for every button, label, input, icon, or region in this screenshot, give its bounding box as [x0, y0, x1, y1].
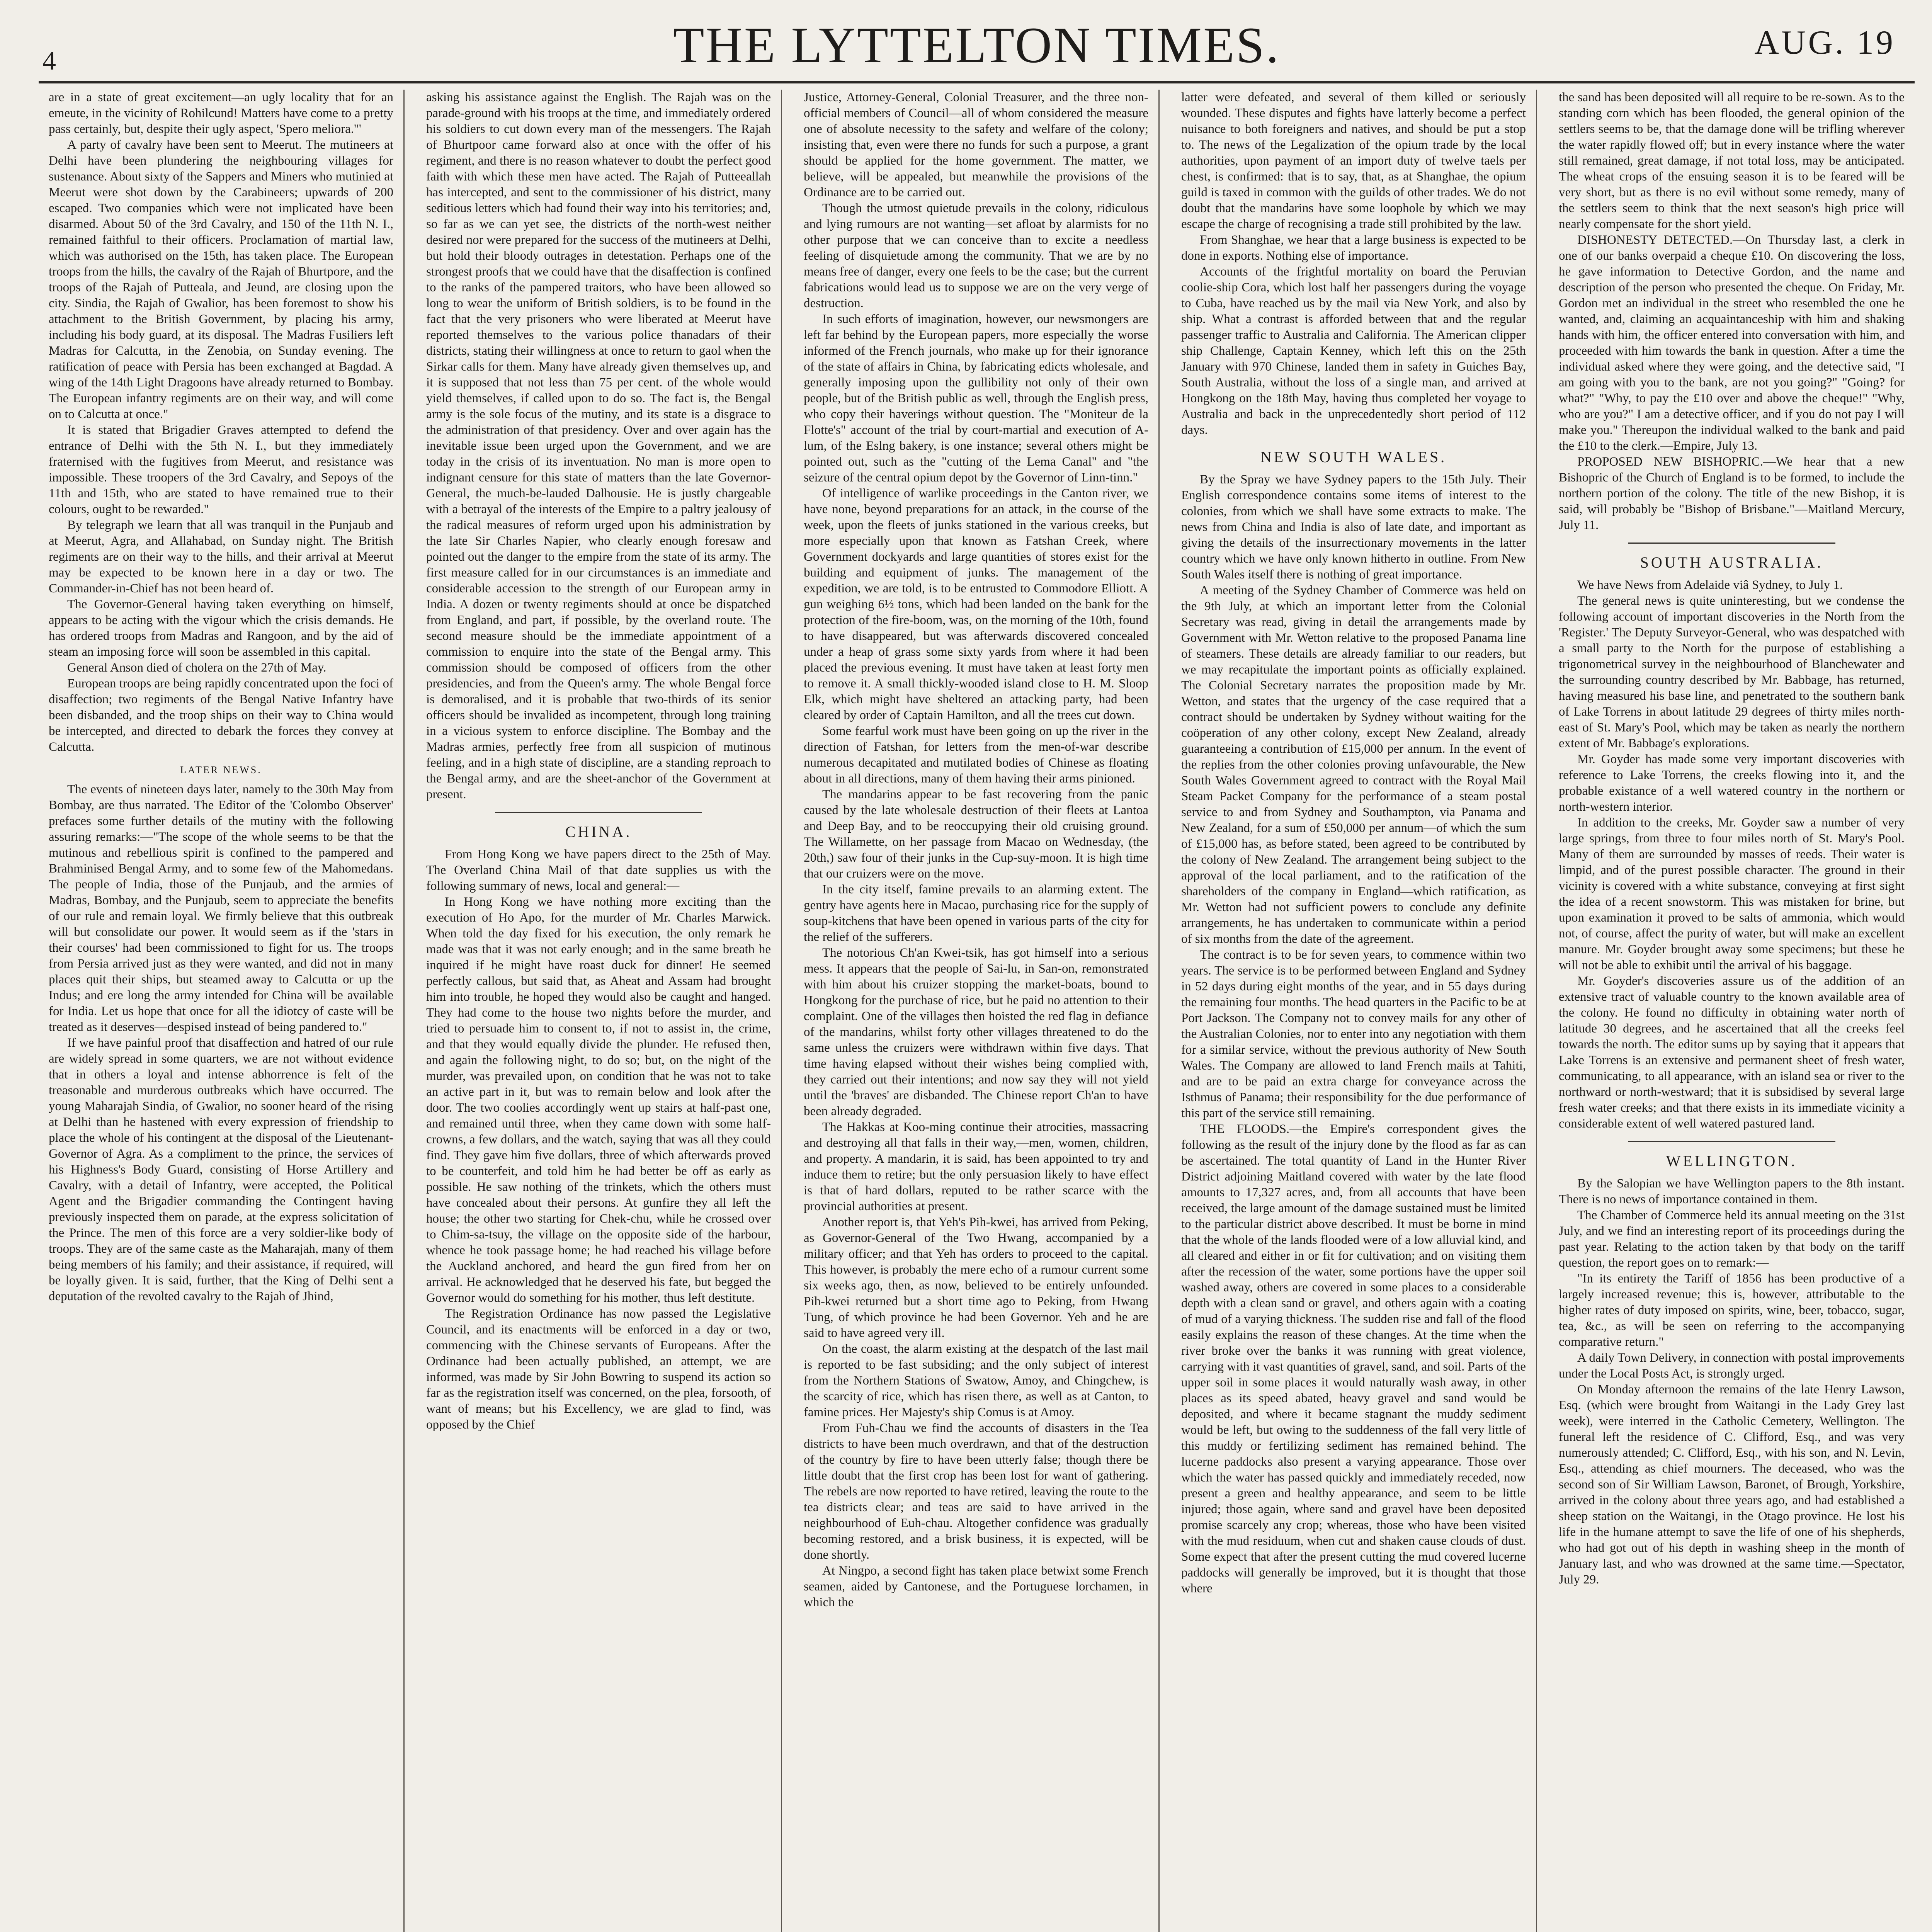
paragraph: DISHONESTY DETECTED.—On Thursday last, a clerk in one of our banks overpaid a cheque £10. On discovering the loss, he gave information to Detective Gordon, and the name and description of the person who presented the cheque. On Friday, Mr. Gordon met an individual in the street who resembled the one he wanted, and, claiming an acquaintanceship with him and shaking hands with him, the officer entered into conversation with him, and proceeded with him towards the bank in question. After a time the individual asked where they were going, and the detective said, "I am going with you to the bank, are not you going?" "Going? for what?" "Why, to pay the £10 over and above the cheque!" "Why, who are you?" I am a detective officer, and if you do not pay I will make you." Thereupon the individual walked to the bank and paid the £10 to the clerk.—Empire, July 13. [1559, 233, 1905, 453]
paragraph: From Shanghae, we hear that a large business is expected to be done in exports. Nothing else of importance. [1181, 233, 1526, 263]
masthead-rule [39, 81, 1915, 83]
paragraph: At Ningpo, a second fight has taken place betwixt some French seamen, aided by Cantonese, and the Portuguese lorchamen, in which the [804, 1564, 1148, 1609]
paragraph: The Hakkas at Koo-ming continue their atrocities, massacring and destroying all that falls in their way,—men, women, children, and property. A mandarin, it is said, has been appointed to try and induce them to retire; but the only persuasion likely to have effect is that of hard dollars, reputed to be rather scarce with the provincial authorities at present. [804, 1120, 1148, 1213]
paragraph: Justice, Attorney-General, Colonial Treasurer, and the three non-official members of Council—all of whom considered the measure one of absolute necessity to the safety and welfare of the colony; insisting that, even were there no funds for such a purpose, a grant should be applied for the home government. The matter, we believe, will be appealed, but meanwhile the provisions of the Ordinance are to be carried out. [804, 90, 1148, 199]
section-divider [1628, 543, 1835, 544]
section-heading-later-news: LATER NEWS. [180, 764, 262, 776]
paragraph: The general news is quite uninteresting, but we condense the following account of important discoveries in the North from the 'Register.' The Deputy Surveyor-General, who was despatched with a small party to the North for the purpose of establishing a trigonometrical survey in the neighbourhood of Blanchewater and the surrounding country described by Mr. Babbage, has returned, having measured his base line, and penetrated to the southern bank of Lake Torrens in about latitude 29 degrees of thirty miles north-east of St. Mary's Pool, which may be taken as nearly the northern extent of Mr. Babbage's explorations. [1559, 594, 1905, 750]
paragraph: European troops are being rapidly concentrated upon the foci of disaffection; two regiments of the Bengal Native Infantry have been disbanded, and the troop ships on their way to China would be intercepted, and directed to debark the forces they convey at Calcutta. [49, 677, 393, 754]
paragraph: We have News from Adelaide viâ Sydney, to July 1. [1577, 578, 1843, 592]
paragraph: PROPOSED NEW BISHOPRIC.—We hear that a new Bishopric of the Church of England is to be formed, to include the northern portion of the colony. The title of the new Bishop, it is said, will probably be "Bishop of Brisbane."—Maitland Mercury, July 11. [1559, 455, 1905, 532]
paragraph: A party of cavalry have been sent to Meerut. The mutineers at Delhi have been plundering the neighbouring villages for sustenance. About sixty of the Sappers and Miners who mutinied at Meerut were shot down by the Carabineers; upwards of 200 escaped. Two companies which were not implicated have been disarmed. About 50 of the 3rd Cavalry, and 150 of the 11th N. I., remained faithful to their officers. Proclamation of martial law, which was authorised on the 15th, has taken place. The European troops from the hills, the cavalry of the Rajah of Bhurtpore, and the troops of the Rajah of Putteala, and Jeund, are closing upon the city. Sindia, the Rajah of Gwalior, has been foremost to show his attachment to the British Government, by placing his army, including his body guard, at its disposal. The Madras Fusiliers left Madras for Calcutta, in the Zenobia, on Sunday evening. The ratification of peace with Persia has been exchanged at Bagdad. A wing of the 14th Light Dragoons have already returned to Bombay. The European infantry regiments are on their way, and will come on to Calcutta at once." [49, 138, 393, 421]
paragraph: latter were defeated, and several of them killed or seriously wounded. These disputes and fights have latterly become a perfect nuisance to both foreigners and natives, and should be put a stop to. The news of the Legalization of the opium trade by the local authorities, upon payment of an import duty of twelve taels per chest, is confirmed: that is to say, that, as at Shanghae, the opium guild is taxed in common with the guilds of other trades. We do not doubt that the mandarins have some loophole by which we may escape the charge of recognising a trade still prohibited by the law. [1181, 90, 1526, 231]
column-2 [416, 90, 782, 1932]
paragraph: By the Spray we have Sydney papers to the 15th July. Their English correspondence contains some items of interest to the colonies, from which we shall have some extracts to make. The news from China and India is also of late date, and important as giving the details of the insurrectionary movements in the latter country which we have only known hitherto in outline. From New South Wales itself there is nothing of great importance. [1181, 473, 1526, 582]
paragraph: Though the utmost quietude prevails in the colony, ridiculous and lying rumours are not wanting—set afloat by alarmists for no other purpose that we can conceive than to excite a needless feeling of disquietude among the community. That we are by no means free of danger, every one feels to be the case; but the current fabrications would lead us to suppose we are on the very verge of destruction. [804, 201, 1148, 310]
paragraph: It is stated that Brigadier Graves attempted to defend the entrance of Delhi with the 5th N. I., but they immediately fraternised with the fugitives from Meerut, and resistance was impossible. These troopers of the 3rd Cavalry, and Sepoys of the 11th and 15th, who are stated to have remained true to their colours, ought to be rewarded." [49, 423, 393, 516]
paragraph: the sand has been deposited will all require to be re-sown. As to the standing corn which has been flooded, the general opinion of the settlers seems to be, that the damage done will be trifling wherever the water rapidly flowed off; but in every instance where the water still remained, great damage, if not total loss, may be anticipated. The wheat crops of the ensuing season it is to be feared will be very short, but as there is no evil without some remedy, many of the settlers seem to think that the next season's high price will nearly compensate for the short yield. [1559, 90, 1905, 231]
paragraph: The contract is to be for seven years, to commence within two years. The service is to be performed between England and Sydney in 52 days during eight months of the year, and in 55 days during the remaining four months. The head quarters in the Pacific to be at Port Jackson. The Company not to convey mails for any other of the Australian Colonies, nor to enter into any negotiation with them for a similar service, without the previous authority of New South Wales. The Company are allowed to land French mails at Tahiti, and are to be paid an extra charge for conveyance across the Isthmus of Panama; their responsibility for the due performance of this part of the service still remaining. [1181, 948, 1526, 1120]
paragraph: Mr. Goyder has made some very important discoveries with reference to Lake Torrens, the creeks flowing into it, and the probable existance of a well watered country in the northern or north-western interior. [1559, 752, 1905, 814]
column-4 [1171, 90, 1537, 1932]
paragraph: Of intelligence of warlike proceedings in the Canton river, we have none, beyond preparations for an attack, in the course of the week, upon the fleets of junks stationed in the various creeks, but more especially upon that known as Fatshan Creek, where Government dockyards and large quantities of stores exist for the building and equipment of junks. The management of the expedition, we are told, is to be entrusted to Commodore Elliott. A gun weighing 6½ tons, which had been landed on the bank for the protection of the fire-boom, was, on the morning of the 10th, found to have disappeared, but was afterwards discovered concealed under a heap of grass some sixty yards from where it had been placed the previous evening. It must have taken at least forty men to remove it. A small thickly-wooded island close to H. M. Sloop Elk, which might have sheltered an attacking party, had been cleared by order of Captain Hamilton, and all the trees cut down. [804, 486, 1148, 722]
paragraph: From Fuh-Chau we find the accounts of disasters in the Tea districts to have been much overdrawn, and that of the destruction of the country by fire to have been utterly false; though there be little doubt that the first crop has been lost for want of gathering. The rebels are now reported to have retired, leaving the route to the tea districts clear; and teas are said to have arrived in the neighbourhood of Euh-chau. Altogether confidence was gradually becoming restored, and a brisk business, it is expected, will be done shortly. [804, 1421, 1148, 1562]
paragraph: In such efforts of imagination, however, our newsmongers are left far behind by the European papers, more especially the worse informed of the French journals, who make up for their ignorance of the state of affairs in China, by fabricating edicts wholesale, and generally imposing upon the gullibility not only of their own people, but of the British public as well, through the English press, who copy their haverings without question. The "Moniteur de la Flotte's" account of the trial by court-martial and execution of A-lum, of the Eslng bakery, is one instance; several others might be pointed out, such as the "cutting of the Lema Canal" and "the seizure of the central opium depot by the Governor of Linn-tinn." [804, 312, 1148, 485]
newspaper-columns [39, 90, 1915, 1932]
paragraph: THE FLOODS.—the Empire's correspondent gives the following as the result of the injury done by the flood as far as can be ascertained. The total quantity of Land in the Hunter River District adjoining Maitland covered with water by the late flood amounts to 17,327 acres, and, from all accounts that have been received, the large amount of the damage sustained must be limited to the particular district above described. It must be borne in mind that the whole of the lands flooded were of a low alluvial kind, and all cleared and either in or fit for cultivation; and on visiting them after the recession of the water, some portions have the upper soil washed away, others are covered in some places to a considerable depth with a clean sand or gravel, and others again with a coating of mud of a varying thickness. The sudden rise and fall of the flood easily explains the reason of these changes. At the time when the river broke over the banks it was running with great violence, carrying with it vast quantities of gravel, sand, and soil. Parts of the upper soil in some places it would naturally wash away, in other places as its speed abated, heavy gravel and sand would be deposited, and where it became stagnant the muddy sediment would be left, but owing to the suddenness of the fall very little of this muddy or fertilizing sediment has remained behind. The lucerne paddocks also present a varying appearance. Those over which the water has passed quickly and immediately receded, now present a green and healthy appearance, and seem to be little injured; those again, where sand and gravel have been deposited promise scarcely any crop; whereas, those who have been visited with the mud residuum, when cut and shaken cause clouds of dust. Some expect that after the present cutting the mud covered lucerne paddocks will generally be improved, but it is thought that those where [1181, 1122, 1526, 1595]
paragraph: The events of nineteen days later, namely to the 30th May from Bombay, are thus narrated. The Editor of the 'Colombo Observer' prefaces some further details of the mutiny with the following assuring remarks:—"The scope of the whole seems to be that the mutinous and rebellious spirit is confined to the pampered and Brahminised Bengal Army, and to some few of the Mahomedans. The people of India, those of the Punjaub, and the armies of Madras, Bombay, and the Punjaub, seem to appreciate the benefits of our rule and remain loyal. We firmly believe that this outbreak will but consolidate our power. It would seem as if the 'stars in their courses' had been commissioned to fight for us. The troops from Persia arrived just as they were wanted, and did not in many places quit their ships, but steamed away to Calcutta or up the Indus; and ere long the army intended for China will be available for India. Let us hope that once for all the idiotcy of caste will be treated as it deserves—despised instead of being pandered to." [49, 782, 393, 1034]
paragraph: asking his assistance against the English. The Rajah was on the parade-ground with his troops at the time, and immediately ordered his soldiers to cut down every man of the messengers. The Rajah of Bhurtpoor came forward also at once with the offer of his regiment, and there is no reason whatever to doubt the perfect good faith with which these men have acted. The Rajah of Putteeallah has intercepted, and sent to the commissioner of his district, many seditious letters which had found their way into his territories; and, so far as we can yet see, the districts of the north-west neither desired nor were prepared for the success of the mutineers at Delhi, but hold their bloody outrages in detestation. Perhaps one of the strongest proofs that we could have that the disaffection is confined to the ranks of the pampered traitors, who have been allowed so long to wear the uniform of British soldiers, is to be found in the fact that the very prisoners who were liberated at Meerut have reported themselves to the various police thanadars of their districts, stating their willingness at once to return to gaol when the Sirkar calls for them. Many have already given themselves up, and it is supposed that not less than 75 per cent. of the whole would yield themselves, if called upon to do so. The fact is, the Bengal army is the sole focus of the mutiny, and its state is a disgrace to the administration of that presidency. Over and over again has the inevitable issue been urged upon the Government, and we are today in the crisis of its inventuation. No man is more open to indignant censure for this state of matters than the late Governor-General, the much-be-lauded Dalhousie. He is justly chargeable with a betrayal of the interests of the Empire to a paltry jealousy of the radical measures of reform urged upon his administration by the late Sir Charles Napier, who clearly enough foresaw and pointed out the danger to the empire from the state of its army. The first measure called for in our circumstances is an immediate and considerable accession to the strength of our European army in India. A dozen or twenty regiments should at once be dispatched from England, and part, if possible, by the overland route. The second measure should be the immediate appointment of a commission to enquire into the state of the Bengal army. This commission should be composed of officers from the other presidencies, and from the Queen's army. The whole Bengal force is demoralised, and it is probable that two-thirds of its senior officers should be invalided as incompetent, through long training in a vicious system to enforce discipline. The Bombay and the Madras armies, perfectly free from all suspicion of mutinous feeling, and in a high state of discipline, are a standing reproach to the Bengal army, and are the sheet-anchor of the Government at present. [426, 90, 771, 801]
paragraph: The Chamber of Commerce held its annual meeting on the 31st July, and we find an interesting report of its proceedings during the past year. Relating to the action taken by that body on the tariff question, the report goes on to remark:— [1559, 1208, 1905, 1270]
section-divider [1628, 1141, 1835, 1142]
paragraph: The Governor-General having taken everything on himself, appears to be acting with the vigour which the crisis demands. He has ordered troops from Madras and Rangoon, and by the aid of steam an imposing force will soon be assembled in this capital. [49, 597, 393, 659]
paragraph: By the Salopian we have Wellington papers to the 8th instant. There is no news of importance contained in them. [1559, 1177, 1905, 1206]
section-heading-south-australia: SOUTH AUSTRALIA. [1640, 554, 1823, 571]
paragraph: A daily Town Delivery, in connection with postal improvements under the Local Posts Act, is strongly urged. [1559, 1351, 1905, 1381]
paragraph: Mr. Goyder's discoveries assure us of the addition of an extensive tract of valuable country to the known available area of the colony. He found no difficulty in obtaining water north of latitude 30 degrees, and he ascertained that all the creeks feel towards the north. The editor sums up by saying that it appears that Lake Torrens is an extensive and permanent sheet of fresh water, communicating, to all appearance, with an island sea or river to the northward or north-westward; that it is subsidised by several large fresh water creeks; and that there exists in its immediate vicinity a considerable extent of well watered pastured land. [1559, 974, 1905, 1131]
paragraph: By telegraph we learn that all was tranquil in the Punjaub and at Meerut, Agra, and Allahabad, on Sunday night. The British regiments are on their way to the hills, and their arrival at Meerut may be expected to be known here in a day or two. The Commander-in-Chief has not been heard of. [49, 518, 393, 595]
paragraph: A meeting of the Sydney Chamber of Commerce was held on the 9th July, at which an important letter from the Colonial Secretary was read, giving in detail the arrangements made by Government with Mr. Wetton relative to the proposed Panama line of steamers. These details are already familiar to our readers, but we may recapitulate the important points as officially explained. The Colonial Secretary narrates the proposition made by Mr. Wetton, and states that the urgency of the case required that a contract should be undertaken by Sydney without waiting for the coöperation of any other colony, except New Zealand, already guaranteeing a contribution of £15,000 per annum. In the event of the replies from the other colonies proving unfavourable, the New South Wales Government agreed to contract with the Royal Mail Steam Packet Company for the performance of a steam postal service to and from Sydney and Southampton, via Panama and New Zealand, for a sum of £50,000 per annum—of which the sum of £15,000 has, as before stated, been agreed to be contributed by the colony of New Zealand. The arrangement being subject to the approval of the local parliament, and to the ratification of the shareholders of the company in England—which ratification, as Mr. Wetton had not sufficient powers to conclude any definite arrangements, he has undertaken to communicate within a period of six months from the date of the agreement. [1181, 583, 1526, 946]
masthead: THE LYTTELTON TIMES. [673, 17, 1281, 73]
page-number: 4 [43, 46, 56, 76]
paragraph: The mandarins appear to be fast recovering from the panic caused by the late wholesale destruction of their fleets at Lantoa and Deep Bay, and to be reoccupying their old cruising ground. The Willamette, on her passage from Macao on Wednesday, (the 20th,) saw four of their junks in the Cup-suy-moon. It is high time that our cruizers were on the move. [804, 787, 1148, 881]
section-heading-new-south-wales: NEW SOUTH WALES. [1260, 448, 1447, 466]
paragraph: In the city itself, famine prevails to an alarming extent. The gentry have agents here in Macao, purchasing rice for the supply of soup-kitchens that have been opened in various parts of the city for the relief of the sufferers. [804, 883, 1148, 944]
paragraph: From Hong Kong we have papers direct to the 25th of May. The Overland China Mail of that date supplies us with the following summary of news, local and general:— [426, 847, 771, 893]
paragraph: "In its entirety the Tariff of 1856 has been productive of a largely increased revenue; this is, however, attributable to the higher rates of duty imposed on spirits, wine, beer, tobacco, sugar, tea, &c., as will be seen on referring to the accompanying comparative return." [1559, 1272, 1905, 1349]
paragraph: In addition to the creeks, Mr. Goyder saw a number of very large springs, from three to four miles north of St. Mary's Pool. Many of them are surrounded by masses of reeds. Their water is limpid, and of the purest possible character. The ground in their vicinity is covered with a white substance, conveying at first sight the idea of a recent snowstorm. This was mistaken for brine, but upon examination it proved to be salts of ammonia, which would not, of course, affect the purity of water, but will make an excellent manure. Mr. Goyder brought away some specimens; but these he will not be able to exhibit until the arrival of his baggage. [1559, 816, 1905, 972]
paragraph: If we have painful proof that disaffection and hatred of our rule are widely spread in some quarters, we are not without evidence that in others a loyal and intense abhorrence is felt of the treasonable and murderous outbreaks which have occurred. The young Maharajah Sindia, of Gwalior, no sooner heard of the rising at Delhi than he hastened with every expression of friendship to place the whole of his contingent at the disposal of the Lieutenant-Governor of Agra. As a compliment to the prince, the services of his Highness's Body Guard, consisting of Horse Artillery and Cavalry, with a detail of Infantry, were accepted, the Political Agent and the Brigadier commanding the Contingent having previously inspected them on parade, at the express solicitation of the Prince. The men of this force are a very soldier-like body of troops. They are of the same caste as the Maharajah, many of them being members of his family; and their assistance, if required, will be loyally given. It is said, further, that the King of Delhi sent a deputation of the revolted cavalry to the Rajah of Jhind, [49, 1036, 393, 1303]
paragraph: are in a state of great excitement—an ugly locality that for an emeute, in the vicinity of Rohilcund! Matters have come to a pretty pass certainly, but, despite their ugly aspect, 'Spero meliora.'" [49, 90, 393, 136]
paragraph: In Hong Kong we have nothing more exciting than the execution of Ho Apo, for the murder of Mr. Charles Marwick. When told the day fixed for his execution, the only remark he made was that it was not early enough; and in the same breath he inquired if he might have roast duck for dinner! He seemed perfectly callous, but said that, as Aheat and Assam had brought him into trouble, he hoped they would also be caught and hanged. They had come to the house two nights before the murder, and tried to persuade him to consent to, if not to assist in, the crime, and that they would equally divide the plunder. He refused then, and again the following night, to do so; but, on the night of the murder, was prevailed upon, on condition that he was not to take an active part in it, but was to remain below and look after the door. The two coolies accordingly went up stairs at half-past one, and remained until three, when they came down with some half-crowns, a few dollars, and the watch, saying that was all they could find. They gave him five dollars, three of which afterwards proved to be counterfeit, and told him he had better be off as early as possible. He saw nothing of the trinkets, which the others must have concealed about their persons. At gunfire they all left the house; the other two starting for Chek-chu, while he crossed over to Chim-sa-tsuy, the village on the opposite side of the harbour, whence he took passage home; he had reached his village before the Auckland anchored, and heard the gun fired from her on arrival. He acknowledged that he deserved his fate, but begged the Governor would do something for his mother, thus left destitute. [426, 895, 771, 1305]
paragraph: On Monday afternoon the remains of the late Henry Lawson, Esq. (which were brought from Waitangi in the Lady Grey last week), were interred in the Catholic Cemetery, Wellington. The funeral left the residence of C. Clifford, Esq., and was very numerously attended; C. Clifford, Esq., with his son, and N. Levin, Esq., attending as chief mourners. The deceased, who was the second son of Sir William Lawson, Baronet, of Brough, Yorkshire, arrived in the colony about three years ago, and had established a sheep station on the Waitangi, in the Otago province. He lost his life in the humane attempt to save the life of one of his shepherds, who had got out of his depth in washing sheep in the month of January last, and who was drowned at the same time.—Spectator, July 29. [1559, 1383, 1905, 1587]
issue-date: AUG. 19 [1754, 24, 1895, 61]
section-heading-china: CHINA. [565, 823, 632, 840]
paragraph: The Registration Ordinance has now passed the Legislative Council, and its enactments will be enforced in a day or two, commencing with the Chinese servants of Europeans. After the Ordinance had been actually published, an attempt, we are informed, was made by Sir John Bowring to suspend its action so far as the registration itself was concerned, on the plea, forsooth, of want of means; but his Excellency, we are glad to find, was opposed by the Chief [426, 1307, 771, 1432]
paragraph: The notorious Ch'an Kwei-tsik, has got himself into a serious mess. It appears that the people of Sai-lu, in San-on, remonstrated with him about his cruizer stopping the market-boats, bound to Hongkong for the purchase of rice, but he paid no attention to their complaint. One of the villages then hoisted the red flag in defiance of the mandarins, whilst forty other villages threatened to do the same unless the cruizers were withdrawn within five days. That time having elapsed without their wishes being complied with, they carried out their intentions; and now say they will not yield until the 'braves' are disbanded. The Chinese report Ch'an to have been already degraded. [804, 946, 1148, 1118]
paragraph: Some fearful work must have been going on up the river in the direction of Fatshan, for letters from the men-of-war describe numerous decapitated and mutilated bodies of Chinese as floating about in all directions, many of them having their arms pinioned. [804, 724, 1148, 786]
paragraph: General Anson died of cholera on the 27th of May. [67, 661, 327, 675]
column-1 [39, 90, 405, 1932]
paragraph: Another report is, that Yeh's Pih-kwei, has arrived from Peking, as Governor-General of the Two Hwang, accompanied by a military officer; and that Yeh has orders to proceed to the capital. This however, is probably the mere echo of a rumour current some six weeks ago, then, as now, believed to be entirely unfounded. Pih-kwei returned but a short time ago to Peking, from Hwang Tung, of which province he had been Governor. Yeh and he are said to have agreed very ill. [804, 1215, 1148, 1340]
paragraph: On the coast, the alarm existing at the despatch of the last mail is reported to be fast subsiding; and the only subject of interest from the Northern Stations of Swatow, Amoy, and Chingchew, is the scarcity of rice, which has risen there, as well as at Canton, to famine prices. Her Majesty's ship Comus is at Amoy. [804, 1342, 1148, 1419]
section-divider [495, 812, 702, 813]
paragraph: Accounts of the frightful mortality on board the Peruvian coolie-ship Cora, which lost half her passengers during the voyage to Cuba, have reached us by the mail via New York, and also by ship. What a contrast is afforded between that and the regular passenger traffic to Australia and California. The American clipper ship Challenge, Captain Kenney, which left this on the 25th January with 970 Chinese, landed them in safety in Guiches Bay, South Australia, without the loss of a single man, and arrived at Hongkong on the 18th May, having thus completed her voyage to Australia and back in the unprecedentedly short period of 112 days. [1181, 265, 1526, 437]
column-3 [794, 90, 1160, 1932]
section-heading-wellington: WELLINGTON. [1666, 1152, 1798, 1170]
column-5 [1549, 90, 1915, 1932]
